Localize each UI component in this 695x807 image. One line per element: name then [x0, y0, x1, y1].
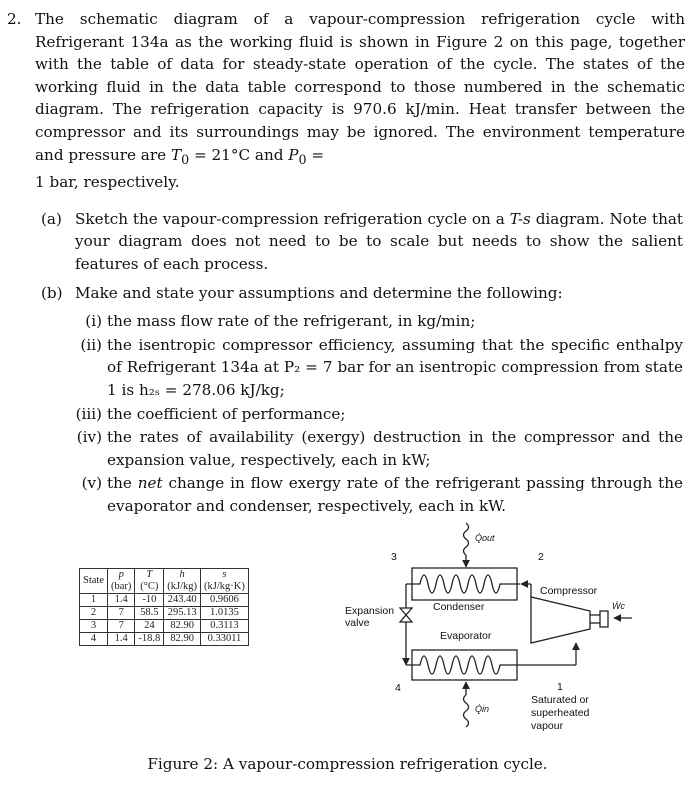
- sub-v-text-2: change in flow exergy rate of the refrigerant passing through the evaporator and condenser, respectively, each in kW.: [107, 474, 683, 515]
- part-a: [41, 208, 684, 276]
- table-header-t: T: [135, 569, 164, 582]
- saturated-label-3: vapour: [531, 720, 564, 732]
- sub-ii-text: the isentropic compressor efficiency, assuming that the specific enthalpy of Refrigerant 134a at P₂ = 7 bar for an isentropic compression from state 1 is h₂ₛ = 278.06 kJ/kg;: [107, 335, 683, 399]
- evaporator-coil: [406, 656, 520, 674]
- t0-symbol: T: [170, 145, 182, 164]
- expansion-valve-icon: [400, 608, 412, 622]
- saturated-label-1: Saturated or: [531, 694, 589, 706]
- table-cell: 4: [80, 633, 108, 646]
- t0-value: = 21°C and: [189, 145, 289, 164]
- p0-value: =: [306, 145, 325, 164]
- table-cell: 295.13: [164, 607, 201, 620]
- sub-ii-label: (ii): [80, 335, 102, 354]
- table-cell: 1.4: [108, 633, 135, 646]
- q-in-label: Q̇in: [475, 704, 490, 714]
- part-b: [41, 282, 683, 305]
- expansion-label-1: Expansion: [345, 605, 395, 617]
- saturated-label-2: superheated: [531, 707, 590, 719]
- schematic-diagram: [0, 505, 695, 750]
- condenser-label: Condenser: [433, 601, 485, 613]
- question-intro: [7, 8, 685, 194]
- sub-v-label: (v): [81, 474, 102, 493]
- table-unit-s: (kJ/kg·K): [201, 581, 249, 594]
- table-cell: 243.40: [164, 594, 201, 607]
- sub-iii-text: the coefficient of performance;: [107, 404, 346, 423]
- state-3-label: 3: [391, 551, 397, 563]
- table-cell: 1.4: [108, 594, 135, 607]
- q-in-wave-icon: [464, 695, 469, 727]
- sub-iv: [76, 426, 683, 471]
- sub-i-text: the mass flow rate of the refrigerant, in kg/min;: [107, 312, 476, 331]
- w-c-label: Ẇc: [612, 601, 625, 611]
- figure-2: [0, 505, 695, 807]
- state-2-label: 2: [538, 551, 544, 563]
- part-b-label: (b): [41, 283, 63, 302]
- table-header-state: State: [80, 569, 108, 594]
- part-a-label: (a): [41, 209, 62, 228]
- table-cell: 0.3113: [201, 620, 249, 633]
- sub-v-net: net: [137, 474, 163, 493]
- sub-i-label: (i): [85, 312, 102, 331]
- figure-caption: Figure 2: A vapour-compression refrigeration cycle.: [147, 755, 548, 773]
- expansion-label-2: valve: [345, 617, 370, 629]
- table-cell: 82.90: [164, 620, 201, 633]
- sub-iii-label: (iii): [75, 404, 102, 423]
- part-b-text: Make and state your assumptions and determine the following:: [75, 283, 563, 302]
- intro-end: 1 bar, respectively.: [35, 173, 180, 192]
- p0-symbol: P: [288, 145, 299, 164]
- sub-v-text-1: the: [107, 474, 138, 493]
- part-a-text-1: Sketch the vapour-compression refrigeration cycle on a: [75, 209, 510, 228]
- table-cell: 3: [80, 620, 108, 633]
- table-cell: 7: [108, 607, 135, 620]
- question-number: 2.: [7, 10, 22, 28]
- sub-ii: [80, 334, 683, 402]
- sub-iv-text: the rates of availability (exergy) destruction in the compressor and the expansion value, respectively, each in kW;: [107, 428, 683, 469]
- sub-iii: [75, 403, 683, 426]
- part-a-ts: T-s: [509, 209, 531, 228]
- q-out-wave-icon: [464, 523, 469, 555]
- table-cell: 1: [80, 594, 108, 607]
- table-header-h: h: [164, 569, 201, 582]
- part-a-text-2: diagram. Note that your diagram does not need to be to scale but needs to show the salient features of each process.: [75, 209, 684, 273]
- sub-i: [85, 310, 683, 333]
- table-cell: 0.33011: [201, 633, 249, 646]
- compressor-label: Compressor: [540, 585, 598, 597]
- compressor-icon: [531, 597, 590, 643]
- compressor-shaft-end: [600, 611, 608, 627]
- condenser-coil: [406, 575, 520, 593]
- question-parts: [0, 208, 695, 518]
- table-cell: -10: [135, 594, 164, 607]
- q-out-label: Q̇out: [475, 533, 495, 543]
- table-cell: 82.90: [164, 633, 201, 646]
- evaporator-label: Evaporator: [440, 630, 492, 642]
- t0-subscript: 0: [181, 151, 190, 167]
- table-cell: 24: [135, 620, 164, 633]
- question-2: [0, 8, 695, 519]
- table-cell: 2: [80, 607, 108, 620]
- table-unit-p: (bar): [108, 581, 135, 594]
- state-4-label: 4: [395, 682, 401, 694]
- table-cell: 7: [108, 620, 135, 633]
- table-cell: 1.0135: [201, 607, 249, 620]
- state-1-label: 1: [557, 681, 563, 693]
- table-header-p: p: [108, 569, 135, 582]
- sub-iv-label: (iv): [76, 428, 102, 447]
- intro-text: The schematic diagram of a vapour-compression refrigeration cycle with Refrigerant 134a as the working fluid is shown in Figure 2 on this page, together with the table of data for steady-state operation of the cycle. The states of the working fluid in the data table correspond to those numbered in the schematic diagram. The refrigeration capacity is 970.6 kJ/min. Heat transfer between the compressor and its surroundings may be ignored. The environment temperature and pressure are: [35, 10, 685, 164]
- p0-subscript: 0: [298, 151, 307, 167]
- table-header-s: s: [201, 569, 249, 582]
- table-cell: 0.9606: [201, 594, 249, 607]
- table-cell: 58.5: [135, 607, 164, 620]
- table-cell: -18.8: [135, 633, 164, 646]
- table-unit-h: (kJ/kg): [164, 581, 201, 594]
- table-unit-t: (°C): [135, 581, 164, 594]
